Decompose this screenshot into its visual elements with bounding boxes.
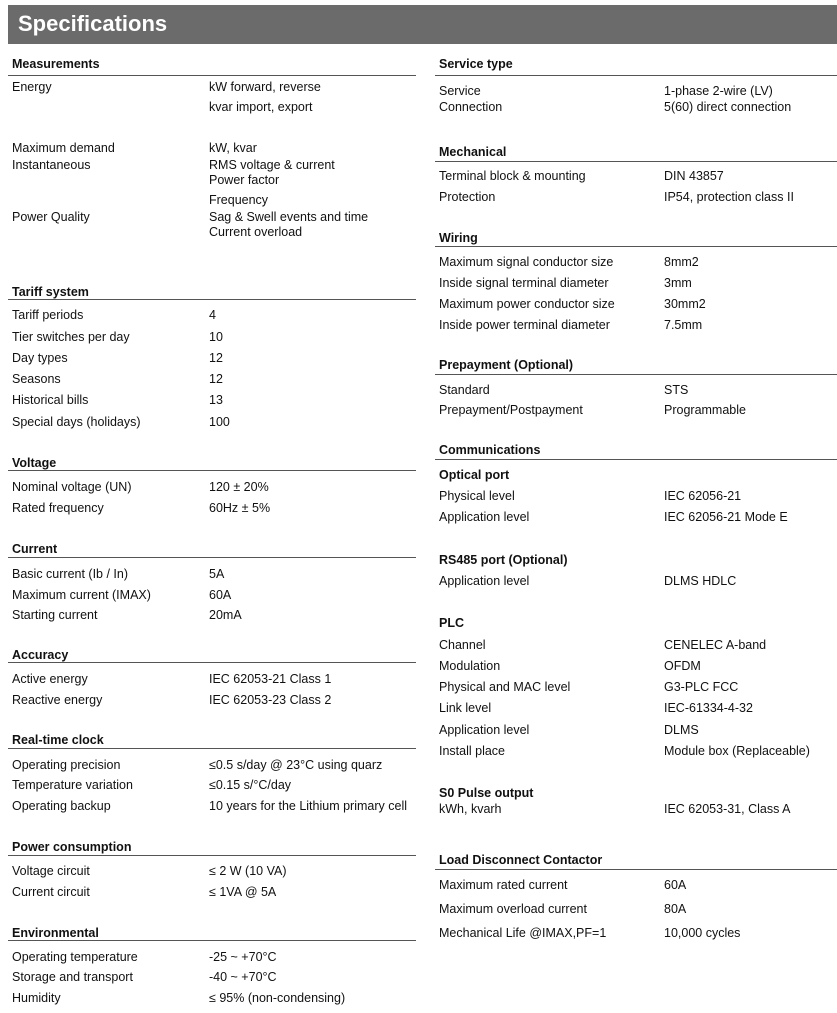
section-divider [8,470,416,471]
spec-value: 10,000 cycles [664,926,741,940]
spec-label: Energy [12,80,52,94]
page-title: Specifications [8,5,837,44]
spec-value: IP54, protection class II [664,190,794,204]
subsection-title-plc: PLC [439,616,464,630]
spec-label: Instantaneous [12,158,91,172]
spec-label: Maximum signal conductor size [439,255,614,269]
spec-label: Physical and MAC level [439,680,571,694]
section-divider [8,557,416,558]
spec-row [439,743,837,759]
spec-row [12,209,416,225]
spec-label: Link level [439,701,492,715]
spec-label: Service [439,84,481,98]
spec-label: Terminal block & mounting [439,169,586,183]
spec-row [12,969,416,985]
section-title-prepayment: Prepayment (Optional) [439,358,574,372]
spec-label: Humidity [12,991,61,1005]
subsection-title-rs485-port: RS485 port (Optional) [439,553,568,567]
spec-value: IEC 62053-23 Class 2 [209,693,332,707]
section-divider [8,940,416,941]
subsection-title-s0-pulse-output: S0 Pulse output [439,786,534,800]
spec-row [439,801,837,817]
spec-value: 60Hz ± 5% [209,501,271,515]
section-divider [8,855,416,856]
spec-row [12,566,416,582]
spec-row [12,414,416,430]
spec-value: 30mm2 [664,297,706,311]
spec-row [12,140,416,156]
section-title-load-disconnect-contactor: Load Disconnect Contactor [439,853,603,867]
spec-row [439,722,837,738]
spec-value: 5A [209,567,225,581]
spec-value: G3-PLC FCC [664,680,739,694]
spec-value: IEC 62056-21 Mode E [664,510,788,524]
spec-value: CENELEC A-band [664,638,767,652]
spec-label: Maximum rated current [439,878,568,892]
spec-row [12,692,416,708]
spec-row [439,658,837,674]
spec-row [439,700,837,716]
spec-label: Starting current [12,608,98,622]
spec-value: 13 [209,393,223,407]
spec-value: 8mm2 [664,255,699,269]
spec-row [439,317,837,333]
spec-row [12,757,416,773]
spec-label: Standard [439,383,490,397]
section-divider [8,299,416,300]
spec-label: Operating precision [12,758,121,772]
spec-value: 80A [664,902,687,916]
spec-label: Application level [439,510,530,524]
section-divider [8,75,416,76]
spec-label: Seasons [12,372,61,386]
spec-value: ≤0.15 s/°C/day [209,778,292,792]
spec-row [12,479,416,495]
spec-row [439,925,837,941]
spec-value: RMS voltage & current [209,158,335,172]
spec-label: Prepayment/Postpayment [439,403,583,417]
section-divider [8,662,416,663]
section-divider [435,869,837,870]
spec-value: 5(60) direct connection [664,100,792,114]
spec-value: DLMS HDLC [664,574,737,588]
spec-value: Frequency [209,193,269,207]
spec-row [12,607,416,623]
section-title-voltage: Voltage [12,456,57,470]
spec-row [12,157,416,173]
section-title-current: Current [12,542,58,556]
spec-row [439,679,837,695]
spec-value: 7.5mm [664,318,703,332]
spec-row [12,777,416,793]
spec-label: Active energy [12,672,88,686]
spec-value: IEC 62053-21 Class 1 [209,672,332,686]
spec-row [439,296,837,312]
spec-label: Power Quality [12,210,90,224]
section-title-tariff-system: Tariff system [12,285,89,299]
spec-value: DLMS [664,723,699,737]
spec-value: 20mA [209,608,242,622]
spec-value: 10 years for the Lithium primary cell [209,799,407,813]
spec-row [439,99,837,115]
section-divider [435,75,837,76]
spec-row [439,573,837,589]
spec-value: 1-phase 2-wire (LV) [664,84,773,98]
spec-label: Connection [439,100,503,114]
spec-label: Maximum power conductor size [439,297,615,311]
spec-row [439,83,837,99]
section-title-measurements: Measurements [12,57,100,71]
spec-row [12,863,416,879]
spec-label: Inside signal terminal diameter [439,276,609,290]
spec-label: Current circuit [12,885,90,899]
spec-label: Special days (holidays) [12,415,141,429]
spec-label: Operating temperature [12,950,138,964]
section-title-real-time-clock: Real-time clock [12,733,104,747]
spec-value: IEC 62053-31, Class A [664,802,791,816]
spec-value: IEC-61334-4-32 [664,701,753,715]
spec-value: 100 [209,415,230,429]
spec-label: Mechanical Life @IMAX,PF=1 [439,926,607,940]
spec-row [12,99,416,115]
spec-value: ≤0.5 s/day @ 23°C using quarz [209,758,383,772]
spec-label: Application level [439,723,530,737]
spec-row [12,172,416,188]
spec-value: Current overload [209,225,303,239]
subsection-title-optical-port: Optical port [439,468,510,482]
spec-row [12,192,416,208]
spec-label: Tariff periods [12,308,84,322]
section-divider [435,374,837,375]
spec-row [12,671,416,687]
spec-label: Maximum current (IMAX) [12,588,151,602]
spec-row [439,382,837,398]
spec-label: Rated frequency [12,501,104,515]
spec-value: kW forward, reverse [209,80,321,94]
spec-label: Basic current (Ib / In) [12,567,129,581]
spec-row [12,329,416,345]
spec-label: Application level [439,574,530,588]
spec-label: Temperature variation [12,778,133,792]
section-title-accuracy: Accuracy [12,648,69,662]
spec-value: STS [664,383,689,397]
spec-row [12,307,416,323]
spec-row [439,189,837,205]
spec-label: Physical level [439,489,515,503]
spec-value: -25 ~ +70°C [209,950,277,964]
spec-value: 12 [209,351,223,365]
section-divider [435,161,837,162]
spec-value: Module box (Replaceable) [664,744,810,758]
section-title-mechanical: Mechanical [439,145,507,159]
spec-row [12,224,416,240]
spec-label: Install place [439,744,506,758]
spec-row [12,500,416,516]
section-divider [435,246,837,247]
spec-value: 10 [209,330,223,344]
spec-row [439,254,837,270]
spec-row [12,587,416,603]
spec-row [12,884,416,900]
section-title-service-type: Service type [439,57,513,71]
spec-row [12,392,416,408]
spec-row [12,990,416,1006]
spec-label: Tier switches per day [12,330,130,344]
spec-value: ≤ 2 W (10 VA) [209,864,287,878]
section-title-communications: Communications [439,443,541,457]
spec-label: Maximum overload current [439,902,587,916]
spec-row [439,637,837,653]
spec-label: Maximum demand [12,141,115,155]
spec-label: Storage and transport [12,970,133,984]
spec-row [12,79,416,95]
spec-row [439,275,837,291]
spec-row [12,949,416,965]
spec-label: Protection [439,190,496,204]
spec-value: 12 [209,372,223,386]
spec-label: Historical bills [12,393,89,407]
spec-label: Modulation [439,659,501,673]
spec-value: 120 ± 20% [209,480,269,494]
spec-value: ≤ 1VA @ 5A [209,885,277,899]
spec-value: Programmable [664,403,746,417]
spec-value: ≤ 95% (non-condensing) [209,991,346,1005]
spec-value: 4 [209,308,216,322]
spec-row [439,402,837,418]
spec-label: Channel [439,638,486,652]
section-title-power-consumption: Power consumption [12,840,132,854]
spec-row [12,350,416,366]
spec-value: 60A [664,878,687,892]
spec-value: Sag & Swell events and time [209,210,369,224]
spec-value: OFDM [664,659,701,673]
spec-value: IEC 62056-21 [664,489,742,503]
spec-row [439,168,837,184]
spec-label: Voltage circuit [12,864,90,878]
spec-row [439,901,837,917]
spec-value: kvar import, export [209,100,313,114]
spec-row [439,509,837,525]
spec-value: 3mm [664,276,692,290]
spec-row [12,371,416,387]
spec-value: -40 ~ +70°C [209,970,277,984]
section-title-wiring: Wiring [439,231,478,245]
spec-value: Power factor [209,173,280,187]
spec-value: kW, kvar [209,141,257,155]
spec-label: Operating backup [12,799,111,813]
spec-row [439,488,837,504]
spec-row [439,877,837,893]
section-title-environmental: Environmental [12,926,99,940]
spec-value: DIN 43857 [664,169,724,183]
spec-value: 60A [209,588,232,602]
spec-row [12,798,416,814]
section-divider [8,748,416,749]
spec-label: Day types [12,351,68,365]
spec-label: Inside power terminal diameter [439,318,610,332]
section-divider [435,459,837,460]
spec-label: kWh, kvarh [439,802,502,816]
spec-label: Reactive energy [12,693,103,707]
spec-label: Nominal voltage (UN) [12,480,132,494]
